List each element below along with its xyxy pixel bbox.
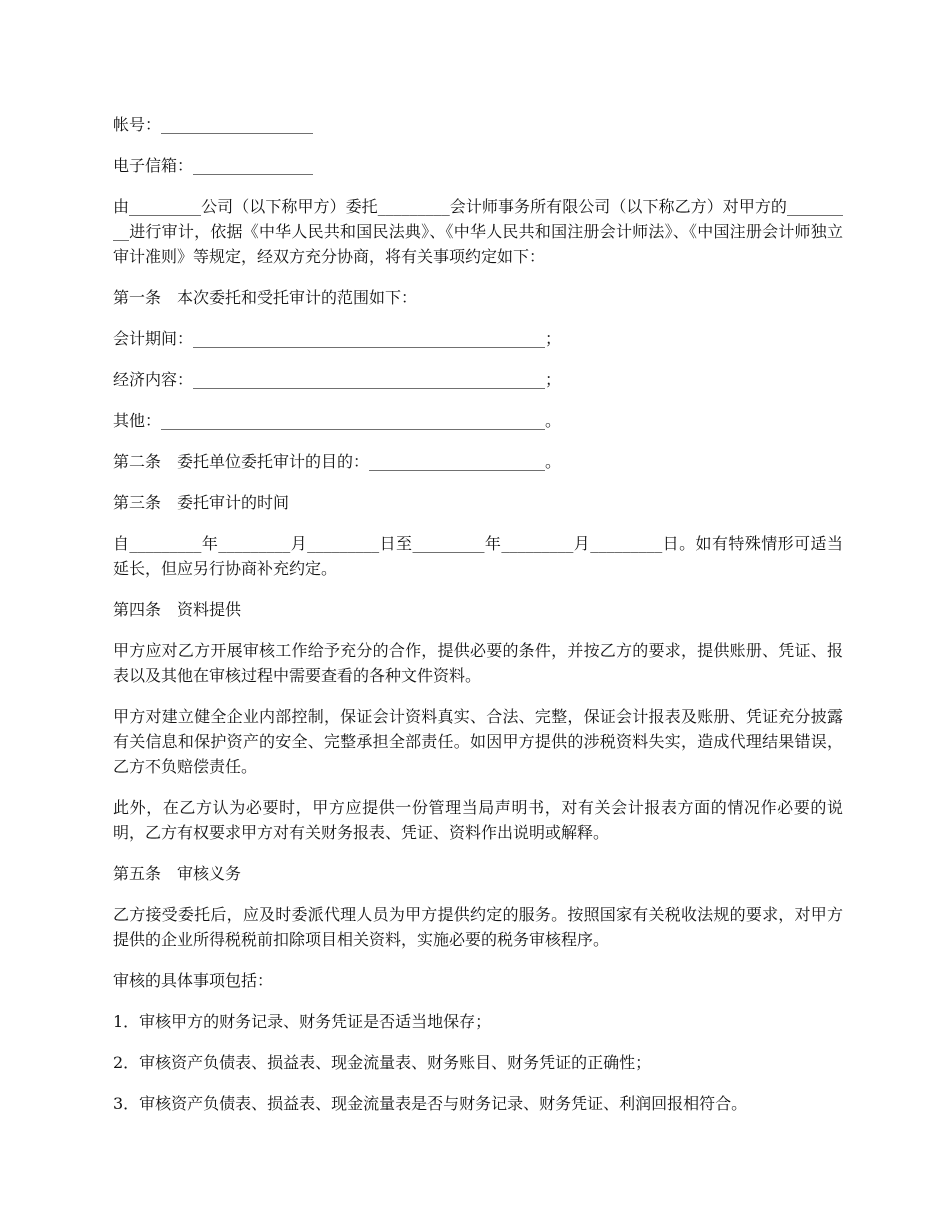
article-3-heading: 第三条 委托审计的时间	[113, 493, 290, 512]
article-5-heading: 第五条 审核义务	[113, 864, 242, 883]
document-body	[113, 112, 843, 1132]
account-number-line: 帐号：___________________	[113, 115, 314, 134]
other-line: 其他：________________________________________________。	[113, 411, 562, 430]
article-2-heading: 第二条 委托单位委托审计的目的：______________________。	[113, 452, 562, 471]
economic-content-line: 经济内容：____________________________________________；	[113, 370, 562, 389]
materials-paragraph-2: 甲方对建立健全企业内部控制，保证会计资料真实、合法、完整，保证会计报表及账册、凭证充分披露有关信息和保护资产的安全、完整承担全部责任。如因甲方提供的涉税资料失实，造成代理结果错误，乙方不负赔偿责任。	[113, 707, 843, 776]
materials-paragraph-1: 甲方应对乙方开展审核工作给予充分的合作，提供必要的条件，并按乙方的要求，提供账册、凭证、报表以及其他在审核过程中需要查看的各种文件资料。	[113, 641, 843, 685]
audit-obligation-paragraph: 乙方接受委托后，应及时委派代理人员为甲方提供约定的服务。按照国家有关税收法规的要求，对甲方提供的企业所得税税前扣除项目相关资料，实施必要的税务审核程序。	[113, 905, 843, 949]
audit-item-2: 2．审核资产负债表、损益表、现金流量表、财务账目、财务凭证的正确性；	[113, 1053, 652, 1072]
article-4-heading: 第四条 资料提供	[113, 600, 242, 619]
email-line: 电子信箱：_______________	[113, 156, 314, 175]
audit-time-paragraph: 自_________年_________月_________日至_________年_________月_________日。如有特殊情形可适当延长，但应另行协商补充约定。	[113, 534, 843, 578]
accounting-period-line: 会计期间：____________________________________________；	[113, 329, 562, 348]
audit-item-3: 3．审核资产负债表、损益表、现金流量表是否与财务记录、财务凭证、利润回报相符合。	[113, 1094, 748, 1113]
audit-items-intro: 审核的具体事项包括：	[113, 971, 274, 990]
materials-paragraph-3: 此外，在乙方认为必要时，甲方应提供一份管理当局声明书，对有关会计报表方面的情况作必要的说明，乙方有权要求甲方对有关财务报表、凭证、资料作出说明或解释。	[113, 798, 843, 842]
audit-item-1: 1．审核甲方的财务记录、财务凭证是否适当地保存；	[113, 1012, 492, 1031]
article-1-heading: 第一条 本次委托和受托审计的范围如下：	[113, 288, 418, 307]
preamble-paragraph: 由_________公司（以下称甲方）委托_________会计师事务所有限公司（以下称乙方）对甲方的_________进行审计，依据《中华人民共和国民法典》、《中华人民共和国注册会计师法》、《中国注册会计师独立审计准则》等规定，经双方充分协商，将有关事项约定如下：	[113, 197, 843, 266]
